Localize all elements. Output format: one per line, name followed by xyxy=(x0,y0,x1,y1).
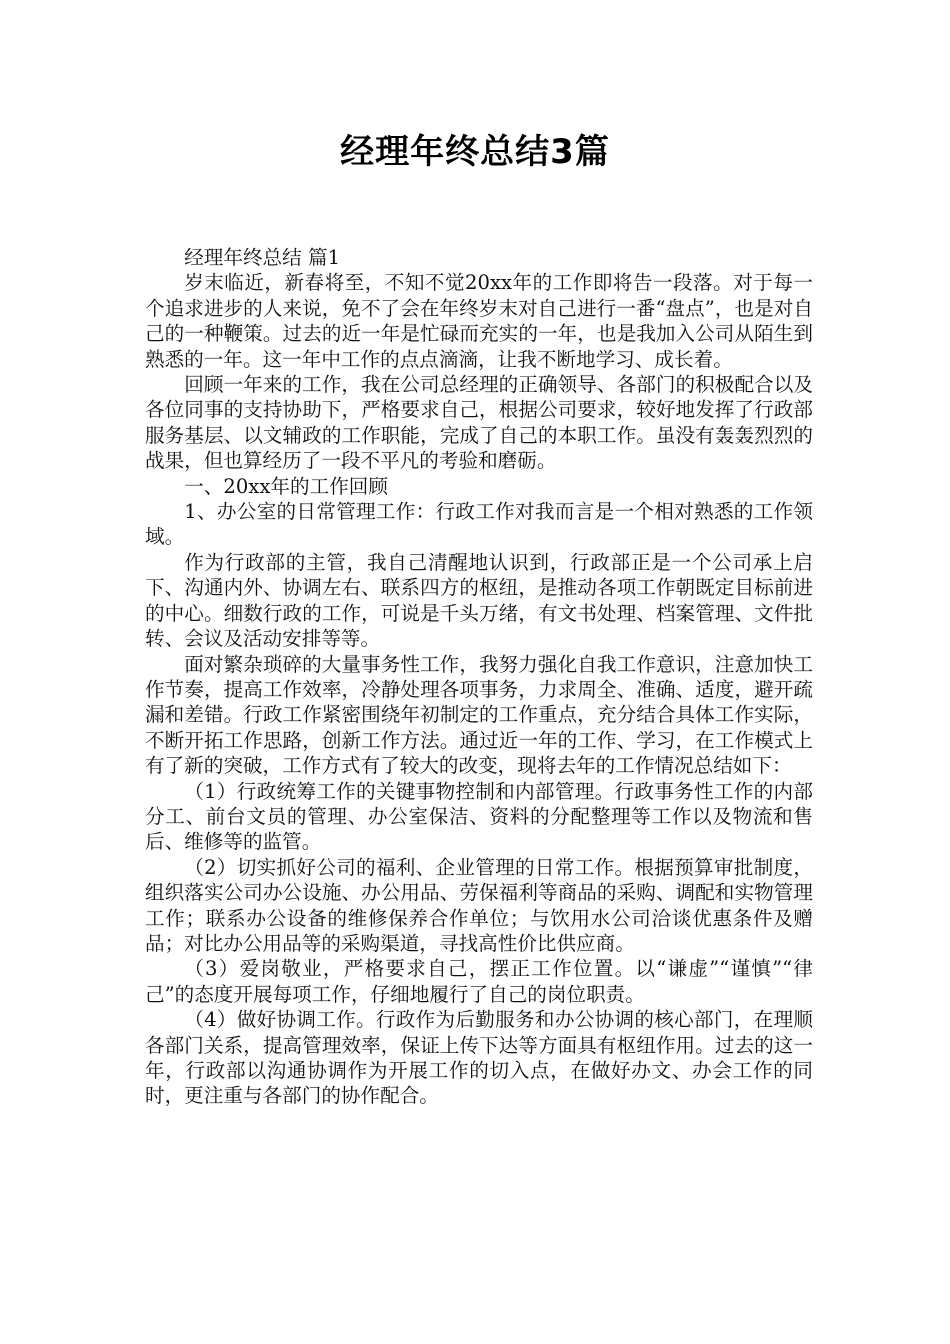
section-heading: 经理年终总结 篇1 xyxy=(184,246,341,269)
document-body xyxy=(145,245,813,1109)
paragraph: 1、办公室的日常管理工作：行政工作对我而言是一个相对熟悉的工作领域。 xyxy=(145,500,813,549)
paragraph: 回顾一年来的工作，我在公司总经理的正确领导、各部门的积极配合以及各位同事的支持协助下，严格要求自己，根据公司要求，较好地发挥了行政部服务基层、以文辅政的工作职能，完成了自己的本职工作。虽没有轰轰烈烈的战果，但也算经历了一段不平凡的考验和磨砺。 xyxy=(145,373,813,473)
section-heading: 一、20xx年的工作回顾 xyxy=(184,474,388,498)
list-item-paragraph: （2）切实抓好公司的福利、企业管理的日常工作。根据预算审批制度，组织落实公司办公设施、办公用品、劳保福利等商品的采购、调配和实物管理工作；联系办公设备的维修保养合作单位；与饮用水公司洽谈优惠条件及赠品；对比办公用品等的采购渠道，寻找高性价比供应商。 xyxy=(145,855,813,955)
document-title: 经理年终总结3篇 xyxy=(340,132,610,172)
paragraph: 作为行政部的主管，我自己清醒地认识到，行政部正是一个公司承上启下、沟通内外、协调左右、联系四方的枢纽，是推动各项工作朝既定目标前进的中心。细数行政的工作，可说是千头万绪，有文书处理、档案管理、文件批转、会议及活动安排等等。 xyxy=(145,550,813,651)
paragraph: 面对繁杂琐碎的大量事务性工作，我努力强化自我工作意识，注意加快工作节奏，提高工作效率，冷静处理各项事务，力求周全、准确、适度，避开疏漏和差错。行政工作紧密围绕年初制定的工作重点，充分结合具体工作实际，不断开拓工作思路，创新工作方法。通过近一年的工作、学习，在工作模式上有了新的突破，工作方式有了较大的改变，现将去年的工作情况总结如下： xyxy=(145,652,813,778)
list-item-paragraph: （3）爱岗敬业，严格要求自己，摆正工作位置。以“谦虚”“谨慎”“律己”的态度开展每项工作，仔细地履行了自己的岗位职责。 xyxy=(145,957,813,1006)
list-item-paragraph: （4）做好协调工作。行政作为后勤服务和办公协调的核心部门，在理顺各部门关系，提高管理效率，保证上传下达等方面具有枢纽作用。过去的这一年，行政部以沟通协调作为开展工作的切入点，在做好办文、办会工作的同时，更注重与各部门的协作配合。 xyxy=(145,1008,813,1108)
list-item-paragraph: （1）行政统筹工作的关键事物控制和内部管理。行政事务性工作的内部分工、前台文员的管理、办公室保洁、资料的分配整理等工作以及物流和售后、维修等的监管。 xyxy=(145,779,813,854)
paragraph: 岁末临近，新春将至，不知不觉20xx年的工作即将告一段落。对于每一个追求进步的人来说，免不了会在年终岁末对自己进行一番“盘点”，也是对自己的一种鞭策。过去的近一年是忙碌而充实的一年，也是我加入公司从陌生到熟悉的一年。这一年中工作的点点滴滴，让我不断地学习、成长着。 xyxy=(145,271,813,371)
